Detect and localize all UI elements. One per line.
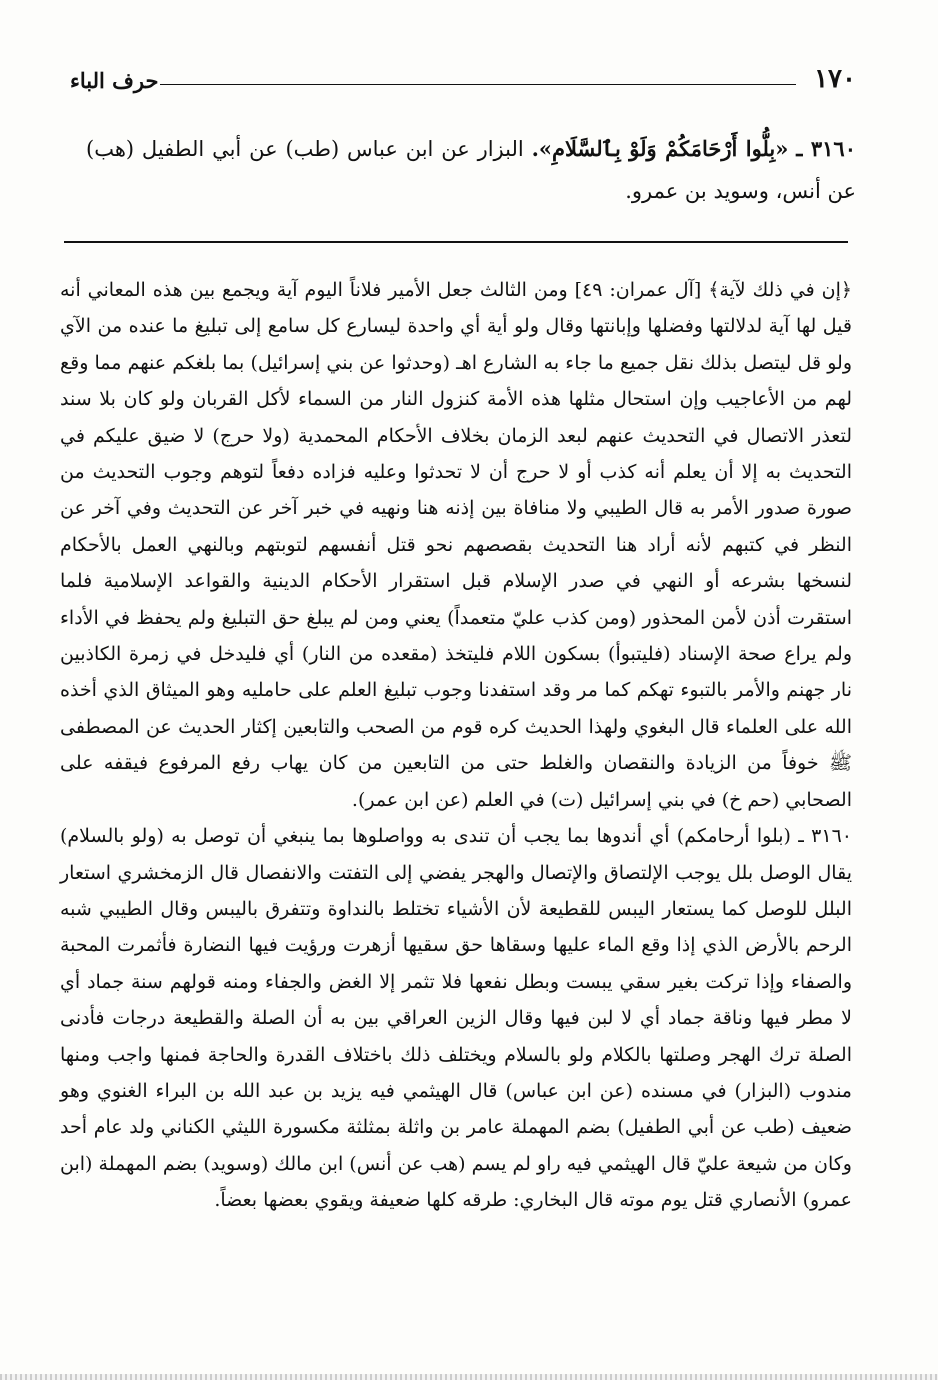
commentary-paragraph-2: ٣١٦٠ ـ (بلوا أرحامكم) أي أندوها بما يجب أن تندى به وواصلوها بما ينبغي أن توصل به (ولو بالسلام) يقال الوصل بلل يوجب الإلتصاق والإتصال والهجر يفضي إلى التفتت والانفصال قال الزمخشري استعار البلل للوصل كما يستعار اليبس للقطيعة لأن الأشياء تختلط بالنداوة وتتفرق باليبس وقال الطيبي شبه الرحم بالأرض الذي إذا وقع الماء عليها وسقاها حق سقيها أزهرت ورؤيت فيها النضارة فأثمرت المحبة والصفاء وإذا تركت بغير سقي يبست وبطل نفعها فلا تثمر إلا الغض والجفاء ومنه قولهم سنة جماد أي لا مطر فيها وناقة جماد أي لا لبن فيها وقال الزين العراقي بين به أن الصلة والقطيعة درجات فأدنى الصلة ترك الهجر وصلتها بالكلام ولو بالسلام ويختلف ذلك باختلاف القدرة والحاجة فمنها واجب ومنها مندوب (البزار) في مسنده (عن ابن عباس) قال الهيثمي فيه يزيد بن عبد الله بن البراء الغنوي وهو ضعيف (طب عن أبي الطفيل) بضم المهملة عامر بن واثلة بمثلثة مكسورة الليثي الكناني ولد عام أحد وكان من شيعة عليّ قال الهيثمي فيه راو لم يسم (هب عن أنس) ابن مالك (وسويد) بضم المهملة (ابن عمرو) الأنصاري قتل يوم موته قال البخاري: طرقه كلها ضعيفة ويقوي بعضها بعضاً. xyxy=(60,825,852,1212)
hadith-entry xyxy=(86,128,856,212)
commentary-paragraph-1: ﴿إن في ذلك لآية﴾ [آل عمران: ٤٩] ومن الثالث جعل الأمير فلاناً اليوم آية ويجمع بين هذه المعاني أنه قيل لها آية لدلالتها وفضلها وإبانتها وقال ولو أية أي واحدة ليسارع كل سامع إلى تبليغ ما عنده من الآي ولو قل ليتصل بذلك نقل جميع ما جاء به الشارع اهـ (وحدثوا عن بني إسرائيل) بما بلغكم عنهم مما وقع لهم من الأعاجيب وإن استحال مثلها هذه الأمة كنزول النار من السماء لأكل القربان ولو كان بلا سند لتعذر الاتصال في التحديث عنهم لبعد الزمان بخلاف الأحكام المحمدية (ولا حرج) لا ضيق عليكم في التحديث به إلا أن يعلم أنه كذب أو لا حرج أن لا تحدثوا وعليه فزاده دفعاً لتوهم وجوب التحديث من صورة صدور الأمر به قال الطيبي ولا منافاة بين إذنه هنا ونهيه في خبر آخر عن التحديث وفي آخر عن النظر في كتبهم لأنه أراد هنا التحديث بقصصهم نحو قتل أنفسهم لتوبتهم وبالنهي العمل بالأحكام لنسخها بشرعه أو النهي في صدر الإسلام قبل استقرار الأحكام الدينية والقواعد الإسلامية فلما استقرت أذن لأمن المحذور (ومن كذب عليّ متعمداً) يعني ومن لم يبلغ حق التبليغ ولم يحفظ في الأداء ولم يراع صحة الإسناد (فليتبوأ) بسكون اللام فليتخذ (مقعده من النار) أي فليدخل في زمرة الكاذبين نار جهنم والأمر بالتبوء تهكم كما مر وقد استفدنا وجوب تبليغ العلم على حامليه وهو الميثاق الذي أخذه الله على العلماء قال البغوي ولهذا الحديث كره قوم من الصحب والتابعين إكثار الحديث عن المصطفى ﷺ خوفاً من الزيادة والنقصان والغلط حتى من التابعين من كان يهاب رفع المرفوع فيقفه على الصحابي (حم خ) في بني إسرائيل (ت) في العلم (عن ابن عمر). xyxy=(60,279,852,811)
footnote-separator xyxy=(64,241,848,243)
header-rule xyxy=(160,84,796,85)
commentary xyxy=(60,272,852,1219)
hadith-number: ٣١٦٠ ـ xyxy=(796,136,856,161)
hadith-text: «بِلُّوا أَرْحَامَكُمْ وَلَوْ بِٱلسَّلَامِ». xyxy=(531,136,789,161)
hadith-sources: البزار عن ابن عباس (طب) عن أبي الطفيل (هب) عن أنس، وسويد بن عمرو. xyxy=(86,137,856,203)
page-number: ١٧٠ xyxy=(814,64,856,94)
chapter-title: حرف الباء xyxy=(70,68,159,93)
running-header xyxy=(70,64,856,104)
scan-edge xyxy=(0,1374,938,1380)
